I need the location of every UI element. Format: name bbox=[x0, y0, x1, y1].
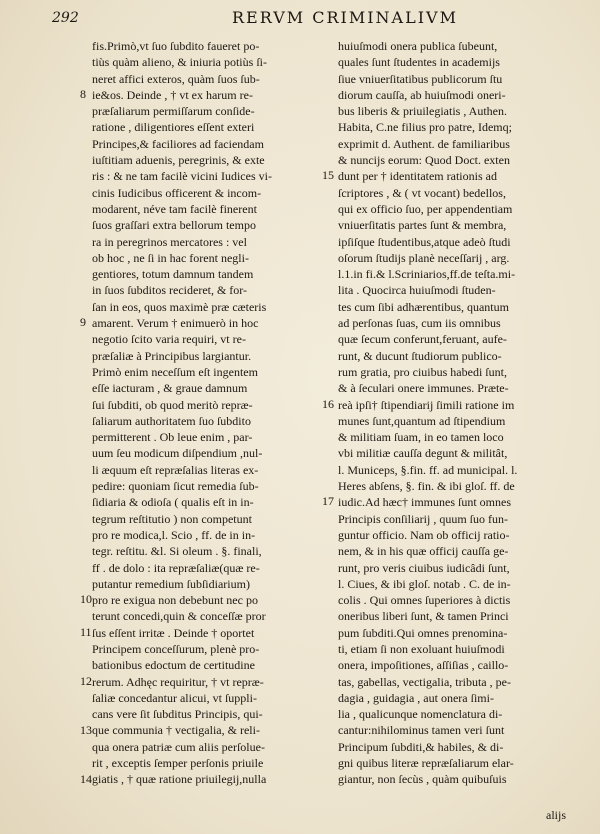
text-line: ris : & ne tam facilè vicini Iudices vi- bbox=[92, 169, 272, 184]
margin-note-number: 13 bbox=[80, 722, 92, 737]
text-line: ob hoc , ne ſi in hac forent negli- bbox=[92, 250, 249, 265]
text-line: ſan in eos, quos maximè præ cæteris bbox=[92, 299, 267, 314]
text-line: ſus eſſent irritæ . Deinde † oportet bbox=[92, 625, 255, 640]
text-line: pro re exigua non debebunt nec po bbox=[92, 593, 258, 608]
text-line: dunt per † identitatem rationis ad bbox=[338, 169, 497, 184]
text-line: & nuncijs eorum: Quod Doct. exten bbox=[338, 153, 510, 168]
text-line: pedire: quoniam ſicut remedia ſub- bbox=[92, 479, 259, 494]
text-line: cantur:nihilominus tamen veri ſunt bbox=[338, 723, 505, 738]
text-line: & à ſeculari onere immunes. Præte- bbox=[338, 381, 509, 396]
text-line: ſcriptores , & ( vt vocant) bedellos, bbox=[338, 185, 506, 200]
text-line: præſaliæ à Principibus largiantur. bbox=[92, 348, 252, 363]
text-line: l.1.in fi.& l.Scriniarios,ff.de teſta.mi- bbox=[338, 267, 516, 282]
page-number: 292 bbox=[52, 10, 79, 26]
text-line: qui ex officio ſuo, per appendentiam bbox=[338, 201, 513, 216]
text-line: ſaliarum authoritatem ſuo ſubdito bbox=[92, 413, 251, 428]
text-line: vniuerſitatis partes ſunt & membra, bbox=[338, 218, 507, 233]
text-line: lita . Quocirca huiuſmodi ſtuden- bbox=[338, 283, 496, 298]
text-line: Principis conſiliarij , quum ſuo fun- bbox=[338, 511, 508, 526]
text-line: que communia † vectigalia, & reli- bbox=[92, 723, 260, 738]
text-line: colis . Qui omnes ſuperiores à dictis bbox=[338, 593, 511, 608]
running-head bbox=[0, 8, 600, 30]
text-line: tegrum reſtitutio ) non competunt bbox=[92, 511, 252, 526]
text-line: terunt concedi,quin & conceſſæ pror bbox=[92, 609, 266, 624]
text-line: præſaliarum permiſſarum conſide- bbox=[92, 104, 255, 119]
text-line: ſuos graſſari extra bellorum tempo bbox=[92, 218, 256, 233]
text-line: oſorum ſtudijs planè neceſſarij , arg. bbox=[338, 250, 510, 265]
text-line: ratione , diligentiores eſſent exteri bbox=[92, 120, 255, 135]
text-line: tegr. reſtitu. &l. Si oleum . §. finali, bbox=[92, 544, 262, 559]
text-line: munes ſunt,quantum ad ſtipendium bbox=[338, 413, 506, 428]
text-line: oneribus liberi ſunt, & tamen Princi bbox=[338, 609, 509, 624]
text-line: dagia , guidagia , aut onera ſimi- bbox=[338, 690, 494, 705]
right-text-column bbox=[338, 38, 570, 788]
text-line: ſidiaria & odioſa ( qualis eſt in in- bbox=[92, 495, 254, 510]
text-line: bationibus edoctum de certitudine bbox=[92, 658, 255, 673]
text-line: ti, etiam ſi non exoluant huiuſmodi bbox=[338, 641, 505, 656]
text-line: fis.Primò,vt ſuo ſubdito faueret po- bbox=[92, 39, 260, 53]
margin-note-number: 17 bbox=[322, 494, 334, 509]
text-line: & militiam ſuam, in eo tamen loco bbox=[338, 430, 504, 445]
text-line: li æquum eſt repræſalias literas ex- bbox=[92, 462, 259, 477]
text-line: ra in peregrinos mercatores : vel bbox=[92, 234, 247, 249]
text-line: Principes,& faciliores ad faciendam bbox=[92, 136, 264, 151]
text-line: eſſe iacturam , & graue damnum bbox=[92, 381, 248, 396]
text-line: Primò enim neceſſum eſt ingentem bbox=[92, 364, 258, 379]
text-line: permitterent . Ob leue enim , par- bbox=[92, 430, 253, 445]
text-line: huiuſmodi onera publica ſubeunt, bbox=[338, 39, 498, 53]
text-line: ſiue vniuerſitatibus publicorum ſtu bbox=[338, 71, 503, 86]
text-line: ff . de dolo : ita repræſaliæ(quæ re- bbox=[92, 560, 260, 575]
text-line: gni quibus literæ repræſaliarum elar- bbox=[338, 756, 514, 771]
text-line: pum ſubditi.Qui omnes prenomina- bbox=[338, 625, 508, 640]
text-line: rerum. Adhęc requiritur, † vt repræ- bbox=[92, 674, 264, 689]
catchword: alijs bbox=[546, 808, 566, 822]
text-line: cinis Iudicibus officerent & incom- bbox=[92, 185, 262, 200]
text-line: diorum cauſſa, ab huiuſmodi oneri- bbox=[338, 87, 506, 102]
text-line: ipſiſque ſtudentibus,atque adeò ſtudi bbox=[338, 234, 511, 249]
margin-note-number: 9 bbox=[80, 315, 86, 330]
margin-note-number: 11 bbox=[80, 624, 92, 639]
margin-note-number: 10 bbox=[80, 592, 92, 607]
text-line: ie&os. Deinde , † vt ex harum re- bbox=[92, 87, 253, 102]
margin-note-number: 8 bbox=[80, 86, 86, 101]
text-line: Heres abſens, §. fin. & ibi gloſ. ff. de bbox=[338, 479, 515, 494]
left-text-column bbox=[92, 38, 326, 788]
text-line: cans vere ſit ſubditus Principis, qui- bbox=[92, 707, 263, 722]
text-line: uum ſeu modicum diſpendium ,nul- bbox=[92, 446, 263, 461]
text-line: vbi militiæ cauſſa degunt & militât, bbox=[338, 446, 508, 461]
text-line: nem, & in his quæ officij cauſſa ge- bbox=[338, 544, 509, 559]
margin-note-number: 12 bbox=[80, 673, 92, 688]
text-line: in ſuos ſubditos recideret, & for- bbox=[92, 283, 248, 298]
text-line: ſaliæ concedantur alicui, vt ſuppli- bbox=[92, 690, 257, 705]
text-line: ſui ſubditi, ob quod meritò repræ- bbox=[92, 397, 253, 412]
text-line: reà ipſi† ſtipendiarij ſimili ratione im bbox=[338, 397, 515, 412]
text-line: rit , exceptis ſemper perſonis priuile bbox=[92, 756, 264, 771]
text-line: modarent, néve tam facilè finerent bbox=[92, 201, 257, 216]
text-line: onera, impoſitiones, aſſiſias , caillo- bbox=[338, 658, 509, 673]
text-line: putantur remedium ſubſidiarium) bbox=[92, 576, 250, 591]
running-title: RERVM CRIMINALIVM bbox=[232, 8, 458, 27]
text-line: qua onera patriæ cum aliis perſolue- bbox=[92, 739, 265, 754]
text-line: neret affici exteros, quàm ſuos ſub- bbox=[92, 71, 260, 86]
text-line: quæ ſecum conferunt,feruant, aufe- bbox=[338, 332, 507, 347]
text-line: bus liberis & priuilegiatis , Authen. bbox=[338, 104, 507, 119]
margin-note-number: 15 bbox=[322, 168, 334, 183]
text-line: runt, pro veris ciuibus iudicâdi ſunt, bbox=[338, 560, 510, 575]
text-line: rum gratia, pro ciuibus habedi ſunt, bbox=[338, 364, 507, 379]
text-line: negotio ſcito varia requiri, vt re- bbox=[92, 332, 246, 347]
text-line: giatis , † quæ ratione priuilegij,nulla bbox=[92, 772, 267, 787]
text-line: exprimit d. Authent. de familiaribus bbox=[338, 136, 510, 151]
text-line: Principum ſubditi,& habiles, & di- bbox=[338, 739, 504, 754]
text-line: runt, & ducunt ſtudiorum publico- bbox=[338, 348, 502, 363]
text-line: ad perſonas ſuas, cum iis omnibus bbox=[338, 316, 501, 331]
text-line: pro re modica,l. Scio , ff. de in in- bbox=[92, 527, 256, 542]
text-line: iudic.Ad hæc† immunes ſunt omnes bbox=[338, 495, 511, 510]
text-line: l. Ciues, & ibi gloſ. notab . C. de in- bbox=[338, 576, 511, 591]
text-line: l. Municeps, §.fin. ff. ad municipal. l. bbox=[338, 462, 518, 477]
margin-note-number: 16 bbox=[322, 396, 334, 411]
text-line: tes cum ſibi adhærentibus, quantum bbox=[338, 299, 509, 314]
text-line: Principem conceſſurum, plenè pro- bbox=[92, 641, 260, 656]
text-line: Habita, C.ne filius pro patre, Idemq; bbox=[338, 120, 512, 135]
text-line: tiùs quàm alieno, & iniuria potiùs ſi- bbox=[92, 55, 267, 70]
text-line: guntur officio. Nam ob officij ratio- bbox=[338, 527, 510, 542]
margin-note-number: 14 bbox=[80, 771, 92, 786]
text-line: lia , qualicunque nomenclatura di- bbox=[338, 707, 503, 722]
text-line: tas, gabellas, vectigalia, tributa , pe- bbox=[338, 674, 511, 689]
text-line: quales ſunt ſtudentes in academijs bbox=[338, 55, 500, 70]
text-line: amarent. Verum † enimuerò in hoc bbox=[92, 316, 259, 331]
text-line: iuſtitiam aduenis, peregrinis, & exte bbox=[92, 153, 265, 168]
text-line: giantur, non ſecùs , quàm quibuſuis bbox=[338, 772, 507, 787]
text-line: gentiores, totum damnum tandem bbox=[92, 267, 254, 282]
